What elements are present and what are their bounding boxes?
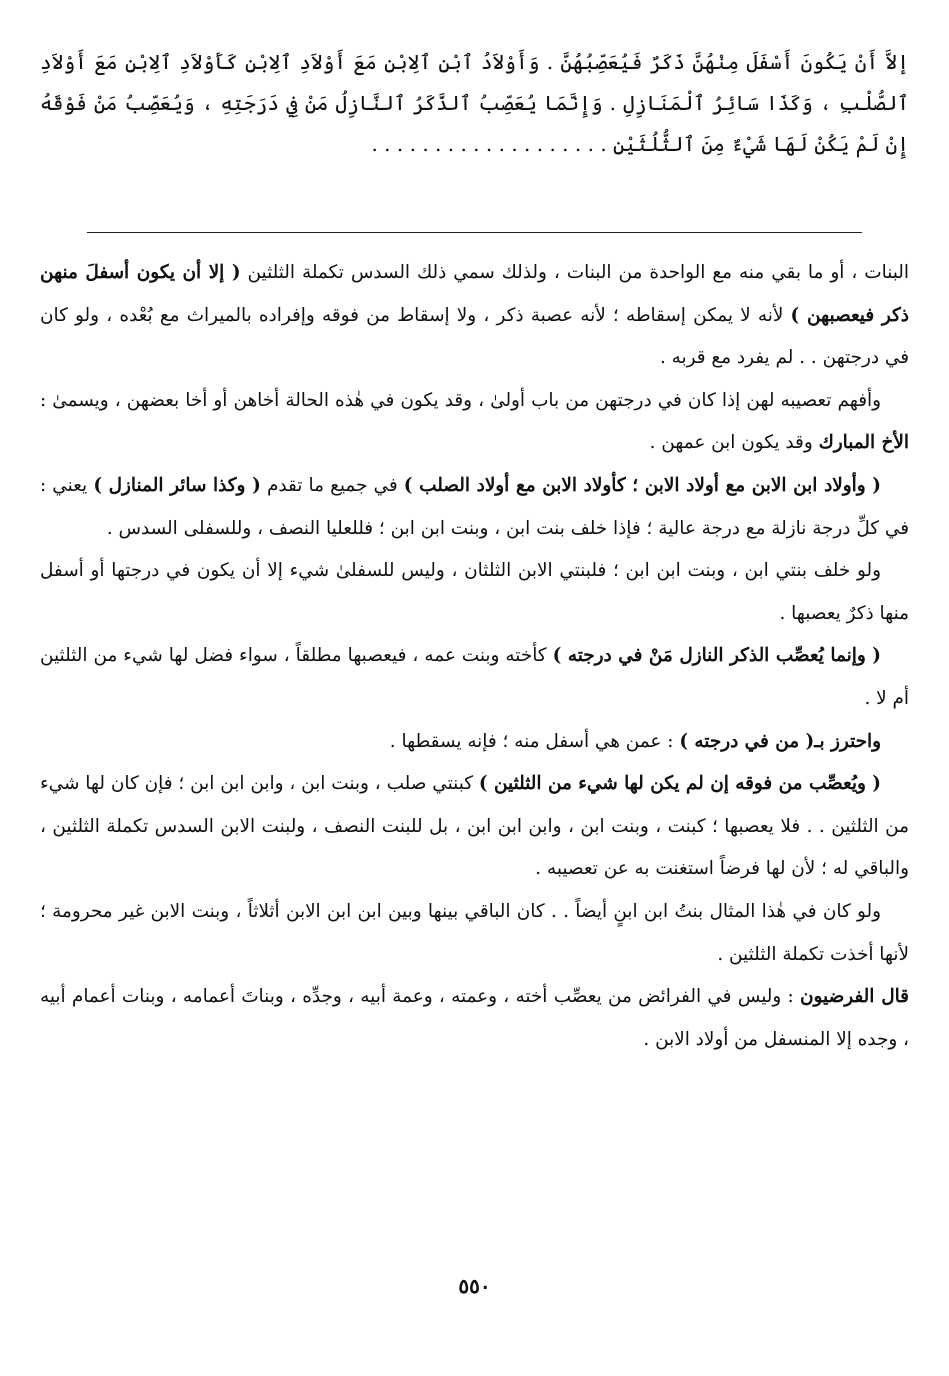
commentary-text: وأفهم تعصيبه لهن إذا كان في درجتهن من باب أولىٰ ، وقد يكون في هٰذه الحالة أخاهن أو أخا بعضهن ، ويسمىٰ : <box>40 389 881 411</box>
footnote-divider <box>87 232 862 233</box>
term-highlight: قال الفرضيون <box>800 986 909 1008</box>
commentary-text: : وليس في الفرائض من يعصِّب أخته ، وعمته ، وعمة أبيه ، وجدِّه ، وبناتَ أعمامه ، وبنات أعمام أبيه ، وجده إلا المنسفل من أولاد الابن . <box>40 986 909 1050</box>
commentary-text: يعني : في كلِّ درجة نازلة مع درجة عالية ؛ فإذا خلف بنت ابن ، وبنت ابن ابن ؛ فللعليا النصف ، وللسفلى السدس . <box>40 474 909 539</box>
commentary-paragraph-3 <box>40 465 909 550</box>
commentary-text: في جميع ما تقدم <box>266 474 398 496</box>
commentary-text: كأخته وبنت عمه ، فيعصبها مطلقاً ، سواء فضل لها شيء من الثلثين أم لا . <box>40 645 909 709</box>
matn-quote: ( وإنما يُعصِّب الذكر النازل مَنْ في درجته ) <box>552 645 882 667</box>
commentary-text: وقد يكون ابن عمهن . <box>649 432 813 454</box>
matn-quote: واحترز بـ( من في درجته ) <box>679 730 881 752</box>
matn-quote: ( وأولاد ابن الابن مع أولاد الابن ؛ كأولاد الابن مع أولاد الصلب ) <box>403 474 881 496</box>
commentary-text: كبنتي صلب ، وبنت ابن ، وابن ابن ابن ؛ فإن كان لها شيء من الثلثين . . فلا يعصبها ؛ كبنت ، وبنت ابن ، وابن ابن ابن ، بل للبنت النصف ، ولبنت الابن السدس تكملة الثلثين ، والباقي له ؛ لأن لها فرضاً استغنت به عن تعصيبه . <box>40 773 909 880</box>
commentary-paragraph-4 <box>40 550 909 635</box>
matn-text <box>40 42 909 165</box>
commentary-text: ولو كان في هٰذا المثال بنتُ ابن ابنٍ أيضاً . . كان الباقي بينها وبين ابن ابن الابن أثلاثاً ، وبنت الابن غير محرومة ؛ لأنها أخذت تكملة الثلثين . <box>40 900 909 965</box>
sharh-commentary <box>40 252 909 1061</box>
page-number: ٥٥٠ <box>458 1274 491 1298</box>
commentary-paragraph-8 <box>40 891 909 976</box>
commentary-paragraph-5 <box>40 635 909 720</box>
commentary-text: : عمن هي أسفل منه ؛ فإنه يسقطها . <box>389 730 674 752</box>
commentary-text: البنات ، أو ما بقي منه مع الواحدة من البنات ، ولذلك سمي ذلك السدس تكملة الثلثين <box>247 262 909 283</box>
commentary-text: ولو خلف بنتي ابن ، وبنت ابن ابن ؛ فلبنتي الابن الثلثان ، وليس للسفلىٰ شيء إلا أن يكون في درجتها أو أسفل منها ذكرٌ يعصبها . <box>40 560 909 624</box>
commentary-paragraph-6 <box>40 721 909 764</box>
matn-quote: ( إلا أن يكون أسفلَ منهن ذكر فيعصبهن ) <box>40 262 909 326</box>
matn-paragraph: إلاَّ أَنْ يَكُونَ أَسْفَلَ مِنْهُنَّ ذَكَرٌ فَيُعَصِّبُهُنَّ . وَأَوْلاَدُ ٱبْنِ ٱلِابْنِ مَعَ أَوْلاَدِ ٱلِابْنِ كَأَوْلاَدِ ٱلِابْنِ مَعَ أَوْلاَدِ ٱلصُّلْبِ ، وَكَذَا سَائِرُ ٱلْمَنَازِلِ . وَإِنَّمَا يُعَصِّبُ ٱلذَّكَرُ ٱلنَّازِلُ مَنْ فِي دَرَجَتِهِ ، وَيُعَصِّبُ مَنْ فَوْقَهُ إِنْ لَمْ يَكُنْ لَهَا شَيْءٌ مِنَ ٱلثُّلُثَيْنِ . . . . . . . . . . . . . . . . . . . <box>40 50 909 156</box>
commentary-paragraph-9 <box>40 976 909 1061</box>
matn-quote: ( ويُعصِّب من فوقه إن لم يكن لها شيء من الثلثين ) <box>478 773 881 795</box>
commentary-paragraph-7 <box>40 763 909 891</box>
matn-quote: ( وكذا سائر المنازل ) <box>93 474 261 496</box>
term-highlight: الأخ المبارك <box>818 432 909 454</box>
commentary-paragraph-2 <box>40 380 909 465</box>
commentary-paragraph-1 <box>40 252 909 380</box>
commentary-text: لأنه لا يمكن إسقاطه ؛ لأنه عصبة ذكر ، ولا إسقاط من فوقه وإفراده بالميراث مع بُعْده ، ولو كان في درجتهن . . لم يفرد مع قربه . <box>40 304 909 369</box>
